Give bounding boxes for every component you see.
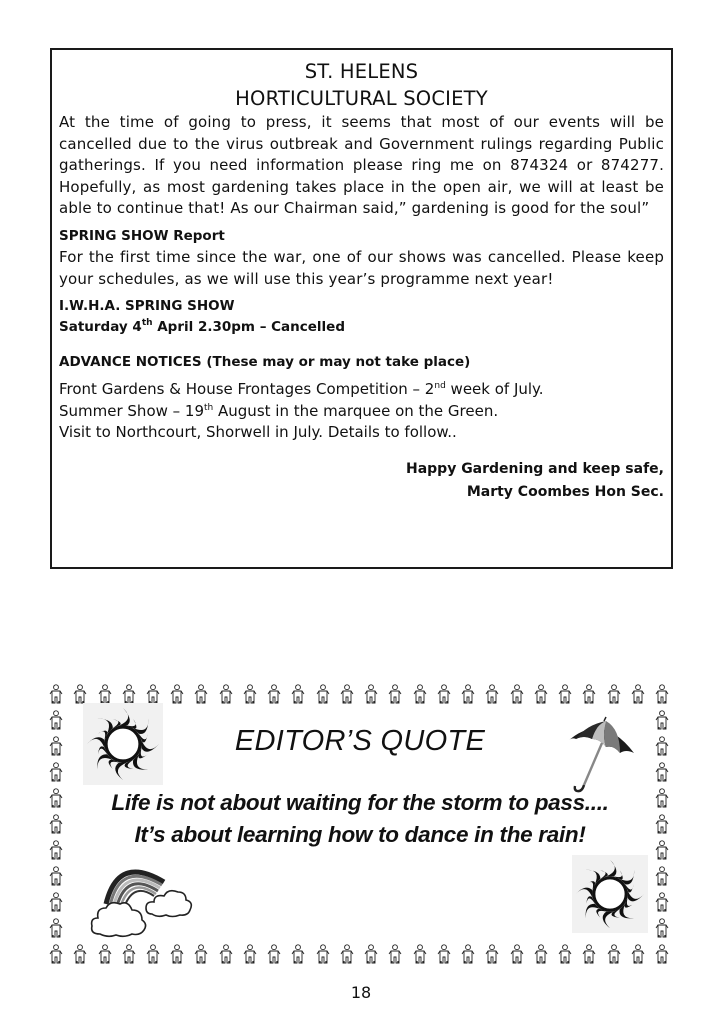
person-figure-icon	[532, 944, 550, 966]
person-figure-icon	[120, 944, 138, 966]
notice-text: Summer Show – 19	[59, 401, 205, 420]
person-figure-icon	[508, 684, 526, 706]
person-figure-icon	[532, 684, 550, 706]
person-figure-icon	[265, 684, 283, 706]
person-figure-icon	[289, 684, 307, 706]
person-figure-icon	[71, 944, 89, 966]
advance-notices-title: ADVANCE NOTICES	[59, 354, 202, 371]
article-title-line1: ST. HELENS	[304, 60, 419, 83]
quote-line-1: Life is not about waiting for the storm to pass....	[111, 790, 609, 815]
person-figure-icon	[605, 684, 623, 706]
person-figure-icon	[508, 944, 526, 966]
iwha-date-sup: th	[141, 318, 153, 329]
person-figure-icon	[338, 944, 356, 966]
person-figure-icon	[556, 684, 574, 706]
horticultural-society-article	[50, 48, 673, 569]
iwha-date-suffix: April 2.30pm – Cancelled	[152, 319, 346, 336]
signoff-line2: Marty Coombes Hon Sec.	[466, 483, 664, 500]
signoff-line1: Happy Gardening and keep safe,	[405, 460, 664, 477]
notice-item	[59, 401, 664, 423]
person-figure-icon	[47, 788, 65, 810]
person-figure-icon	[386, 684, 404, 706]
person-figure-icon	[47, 736, 65, 758]
person-figure-icon	[435, 944, 453, 966]
person-figure-icon	[362, 944, 380, 966]
editors-quote-title: EDITOR’S QUOTE	[234, 725, 486, 757]
person-figure-icon	[653, 710, 671, 732]
person-figure-icon	[241, 944, 259, 966]
spring-show-text: For the first time since the war, one of our shows was cancelled. Please keep your schedules, as we will use this year’s programme next year!	[59, 247, 664, 288]
person-figure-icon	[386, 944, 404, 966]
person-figure-icon	[241, 684, 259, 706]
person-figure-icon	[47, 944, 65, 966]
person-figure-icon	[629, 944, 647, 966]
notice-item	[59, 379, 664, 401]
notice-text: Front Gardens & House Frontages Competition – 2	[59, 380, 435, 399]
person-figure-icon	[217, 944, 235, 966]
person-figure-icon	[168, 684, 186, 706]
person-figure-icon	[47, 762, 65, 784]
person-figure-icon	[47, 918, 65, 940]
person-figure-icon	[653, 892, 671, 914]
person-figure-icon	[653, 866, 671, 888]
person-figure-icon	[47, 840, 65, 862]
notice-sup: nd	[434, 381, 446, 392]
iwha-date-prefix: Saturday 4	[59, 319, 142, 336]
sun-icon	[572, 855, 648, 933]
page-number: 18	[350, 983, 372, 1002]
person-figure-icon	[47, 814, 65, 836]
person-figure-icon	[192, 944, 210, 966]
person-figure-icon	[192, 684, 210, 706]
person-figure-icon	[580, 944, 598, 966]
spring-show-heading: SPRING SHOW Report	[59, 227, 225, 244]
notice-text: Visit to Northcourt, Shorwell in July. Details to follow..	[59, 423, 457, 442]
person-figure-icon	[338, 684, 356, 706]
person-figure-icon	[459, 944, 477, 966]
advance-notices-heading	[59, 352, 664, 373]
person-figure-icon	[289, 944, 307, 966]
person-figure-icon	[217, 684, 235, 706]
iwha-heading: I.W.H.A. SPRING SHOW	[59, 298, 235, 315]
person-figure-icon	[47, 684, 65, 706]
rainbow-icon	[88, 858, 194, 938]
person-figure-icon	[144, 944, 162, 966]
person-figure-icon	[653, 840, 671, 862]
person-figure-icon	[47, 866, 65, 888]
person-figure-icon	[653, 736, 671, 758]
person-figure-icon	[629, 684, 647, 706]
sun-icon	[83, 703, 163, 785]
person-figure-icon	[47, 710, 65, 732]
person-figure-icon	[168, 944, 186, 966]
person-figure-icon	[580, 684, 598, 706]
notice-text-suffix: August in the marquee on the Green.	[213, 401, 499, 420]
umbrella-icon	[562, 715, 640, 795]
advance-notices-subtitle: (These may or may not take place)	[206, 354, 471, 371]
person-figure-icon	[653, 918, 671, 940]
person-figure-icon	[653, 814, 671, 836]
person-figure-icon	[411, 684, 429, 706]
person-figure-icon	[265, 944, 283, 966]
notice-item	[59, 422, 664, 444]
person-figure-icon	[653, 788, 671, 810]
person-figure-icon	[362, 684, 380, 706]
person-figure-icon	[314, 684, 332, 706]
person-figure-icon	[411, 944, 429, 966]
person-figure-icon	[653, 944, 671, 966]
person-figure-icon	[556, 944, 574, 966]
notice-text-suffix: week of July.	[445, 380, 544, 399]
notice-sup: th	[204, 402, 214, 413]
person-figure-icon	[653, 684, 671, 706]
notices-list	[59, 379, 664, 444]
person-figure-icon	[653, 762, 671, 784]
article-title-line2: HORTICULTURAL SOCIETY	[235, 87, 488, 110]
person-figure-icon	[605, 944, 623, 966]
person-figure-icon	[314, 944, 332, 966]
person-figure-icon	[96, 944, 114, 966]
person-figure-icon	[459, 684, 477, 706]
iwha-date	[59, 317, 664, 338]
intro-paragraph: At the time of going to press, it seems that most of our events will be cancelled due to the virus outbreak and Government rulings regarding Public gatherings. If you need information please ring me on 874324 or 874277. Hopefully, as most gardening takes place in the open air, we will at least be able to continue that! As our Chairman said,” gardening is good for the soul”	[59, 113, 664, 218]
person-figure-icon	[435, 684, 453, 706]
quote-line-2: It’s about learning how to dance in the rain!	[134, 822, 586, 847]
person-figure-icon	[483, 684, 501, 706]
person-figure-icon	[483, 944, 501, 966]
person-figure-icon	[47, 892, 65, 914]
